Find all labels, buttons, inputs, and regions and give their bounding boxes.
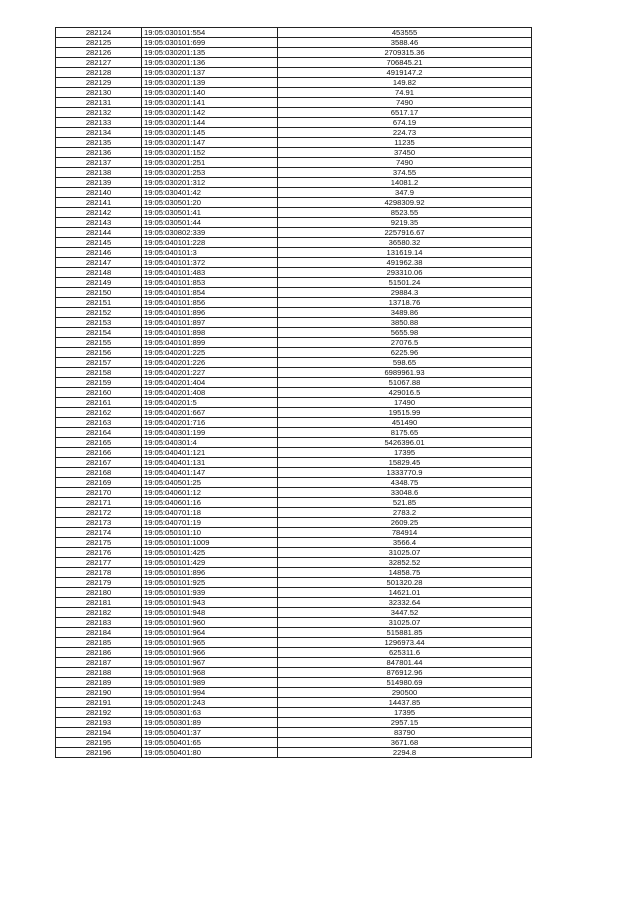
- row-number-cell: 282128: [56, 68, 142, 78]
- table-row: [56, 148, 532, 158]
- row-number-cell: 282129: [56, 78, 142, 88]
- table-row: [56, 198, 532, 208]
- table-row: [56, 128, 532, 138]
- cadastral-number-cell: 19:05:040201:226: [142, 358, 278, 368]
- row-number-cell: 282151: [56, 298, 142, 308]
- row-number-cell: 282178: [56, 568, 142, 578]
- row-number-cell: 282161: [56, 398, 142, 408]
- cadastral-number-cell: 19:05:030201:144: [142, 118, 278, 128]
- cadastral-number-cell: 19:05:040101:896: [142, 308, 278, 318]
- row-number-cell: 282149: [56, 278, 142, 288]
- value-cell: 598.65: [278, 358, 532, 368]
- cadastral-number-cell: 19:05:040701:19: [142, 518, 278, 528]
- table-row: [56, 68, 532, 78]
- value-cell: 31025.07: [278, 548, 532, 558]
- value-cell: 33048.6: [278, 488, 532, 498]
- value-cell: 2257916.67: [278, 228, 532, 238]
- row-number-cell: 282155: [56, 338, 142, 348]
- cadastral-number-cell: 19:05:040401:121: [142, 448, 278, 458]
- table-row: [56, 398, 532, 408]
- row-number-cell: 282173: [56, 518, 142, 528]
- row-number-cell: 282162: [56, 408, 142, 418]
- value-cell: 876912.96: [278, 668, 532, 678]
- row-number-cell: 282132: [56, 108, 142, 118]
- row-number-cell: 282169: [56, 478, 142, 488]
- row-number-cell: 282125: [56, 38, 142, 48]
- table-row: [56, 88, 532, 98]
- cadastral-number-cell: 19:05:030201:140: [142, 88, 278, 98]
- value-cell: 453555: [278, 28, 532, 38]
- table-row: [56, 208, 532, 218]
- cadastral-number-cell: 19:05:030401:42: [142, 188, 278, 198]
- row-number-cell: 282175: [56, 538, 142, 548]
- row-number-cell: 282163: [56, 418, 142, 428]
- row-number-cell: 282134: [56, 128, 142, 138]
- row-number-cell: 282180: [56, 588, 142, 598]
- value-cell: 37450: [278, 148, 532, 158]
- value-cell: 1296973.44: [278, 638, 532, 648]
- table-row: [56, 628, 532, 638]
- row-number-cell: 282194: [56, 728, 142, 738]
- table-row: [56, 658, 532, 668]
- row-number-cell: 282130: [56, 88, 142, 98]
- value-cell: 347.9: [278, 188, 532, 198]
- row-number-cell: 282124: [56, 28, 142, 38]
- table-row: [56, 188, 532, 198]
- cadastral-number-cell: 19:05:040201:404: [142, 378, 278, 388]
- value-cell: 17395: [278, 708, 532, 718]
- row-number-cell: 282171: [56, 498, 142, 508]
- value-cell: 293310.06: [278, 268, 532, 278]
- value-cell: 14081.2: [278, 178, 532, 188]
- cadastral-number-cell: 19:05:040201:5: [142, 398, 278, 408]
- table-row: [56, 618, 532, 628]
- table-row: [56, 238, 532, 248]
- data-table: [55, 27, 532, 758]
- cadastral-number-cell: 19:05:050101:989: [142, 678, 278, 688]
- cadastral-number-cell: 19:05:050101:966: [142, 648, 278, 658]
- row-number-cell: 282168: [56, 468, 142, 478]
- row-number-cell: 282190: [56, 688, 142, 698]
- value-cell: 1333770.9: [278, 468, 532, 478]
- table-row: [56, 358, 532, 368]
- cadastral-number-cell: 19:05:050201:243: [142, 698, 278, 708]
- table-row: [56, 488, 532, 498]
- table-row: [56, 588, 532, 598]
- cadastral-number-cell: 19:05:030101:699: [142, 38, 278, 48]
- table-row: [56, 378, 532, 388]
- value-cell: 3588.46: [278, 38, 532, 48]
- value-cell: 4298309.92: [278, 198, 532, 208]
- cadastral-number-cell: 19:05:050101:896: [142, 568, 278, 578]
- table-row: [56, 638, 532, 648]
- table-row: [56, 338, 532, 348]
- cadastral-number-cell: 19:05:040201:227: [142, 368, 278, 378]
- value-cell: 9219.35: [278, 218, 532, 228]
- table-row: [56, 168, 532, 178]
- table-row: [56, 698, 532, 708]
- value-cell: 4348.75: [278, 478, 532, 488]
- table-row: [56, 428, 532, 438]
- cadastral-number-cell: 19:05:040501:25: [142, 478, 278, 488]
- cadastral-number-cell: 19:05:030201:136: [142, 58, 278, 68]
- value-cell: 706845.21: [278, 58, 532, 68]
- table-row: [56, 678, 532, 688]
- row-number-cell: 282141: [56, 198, 142, 208]
- table-row: [56, 368, 532, 378]
- cadastral-number-cell: 19:05:050101:964: [142, 628, 278, 638]
- value-cell: 2957.15: [278, 718, 532, 728]
- value-cell: 27076.5: [278, 338, 532, 348]
- value-cell: 74.91: [278, 88, 532, 98]
- table-row: [56, 498, 532, 508]
- row-number-cell: 282158: [56, 368, 142, 378]
- cadastral-number-cell: 19:05:050101:429: [142, 558, 278, 568]
- value-cell: 7490: [278, 158, 532, 168]
- table-body: [56, 28, 532, 758]
- table-row: [56, 318, 532, 328]
- row-number-cell: 282150: [56, 288, 142, 298]
- row-number-cell: 282170: [56, 488, 142, 498]
- value-cell: 8523.55: [278, 208, 532, 218]
- table-row: [56, 508, 532, 518]
- row-number-cell: 282185: [56, 638, 142, 648]
- cadastral-number-cell: 19:05:030201:152: [142, 148, 278, 158]
- value-cell: 674.19: [278, 118, 532, 128]
- row-number-cell: 282183: [56, 618, 142, 628]
- row-number-cell: 282145: [56, 238, 142, 248]
- table-row: [56, 308, 532, 318]
- cadastral-number-cell: 19:05:040101:372: [142, 258, 278, 268]
- row-number-cell: 282189: [56, 678, 142, 688]
- cadastral-number-cell: 19:05:030501:20: [142, 198, 278, 208]
- value-cell: 521.85: [278, 498, 532, 508]
- table-row: [56, 548, 532, 558]
- table-row: [56, 728, 532, 738]
- row-number-cell: 282187: [56, 658, 142, 668]
- cadastral-number-cell: 19:05:050101:968: [142, 668, 278, 678]
- table-row: [56, 138, 532, 148]
- row-number-cell: 282186: [56, 648, 142, 658]
- cadastral-number-cell: 19:05:040301:4: [142, 438, 278, 448]
- value-cell: 2709315.36: [278, 48, 532, 58]
- value-cell: 36580.32: [278, 238, 532, 248]
- cadastral-number-cell: 19:05:050401:37: [142, 728, 278, 738]
- row-number-cell: 282126: [56, 48, 142, 58]
- row-number-cell: 282176: [56, 548, 142, 558]
- cadastral-number-cell: 19:05:040601:12: [142, 488, 278, 498]
- value-cell: 14858.75: [278, 568, 532, 578]
- value-cell: 13718.76: [278, 298, 532, 308]
- value-cell: 3489.86: [278, 308, 532, 318]
- value-cell: 2294.8: [278, 748, 532, 758]
- cadastral-number-cell: 19:05:050301:89: [142, 718, 278, 728]
- cadastral-number-cell: 19:05:050401:65: [142, 738, 278, 748]
- value-cell: 32332.64: [278, 598, 532, 608]
- value-cell: 224.73: [278, 128, 532, 138]
- row-number-cell: 282143: [56, 218, 142, 228]
- value-cell: 32852.52: [278, 558, 532, 568]
- cadastral-number-cell: 19:05:040401:131: [142, 458, 278, 468]
- cadastral-number-cell: 19:05:050101:960: [142, 618, 278, 628]
- table-row: [56, 268, 532, 278]
- cadastral-number-cell: 19:05:040301:199: [142, 428, 278, 438]
- cadastral-number-cell: 19:05:040401:147: [142, 468, 278, 478]
- cadastral-number-cell: 19:05:050101:1009: [142, 538, 278, 548]
- table-row: [56, 538, 532, 548]
- table-row: [56, 118, 532, 128]
- row-number-cell: 282193: [56, 718, 142, 728]
- row-number-cell: 282179: [56, 578, 142, 588]
- value-cell: 7490: [278, 98, 532, 108]
- row-number-cell: 282166: [56, 448, 142, 458]
- cadastral-number-cell: 19:05:030501:44: [142, 218, 278, 228]
- value-cell: 429016.5: [278, 388, 532, 398]
- table-row: [56, 598, 532, 608]
- row-number-cell: 282165: [56, 438, 142, 448]
- row-number-cell: 282139: [56, 178, 142, 188]
- value-cell: 29884.3: [278, 288, 532, 298]
- value-cell: 3671.68: [278, 738, 532, 748]
- value-cell: 17395: [278, 448, 532, 458]
- cadastral-number-cell: 19:05:050101:943: [142, 598, 278, 608]
- row-number-cell: 282159: [56, 378, 142, 388]
- table-row: [56, 408, 532, 418]
- table-row: [56, 178, 532, 188]
- value-cell: 51501.24: [278, 278, 532, 288]
- table-row: [56, 328, 532, 338]
- cadastral-number-cell: 19:05:030501:41: [142, 208, 278, 218]
- cadastral-number-cell: 19:05:030201:145: [142, 128, 278, 138]
- row-number-cell: 282182: [56, 608, 142, 618]
- cadastral-number-cell: 19:05:040201:716: [142, 418, 278, 428]
- row-number-cell: 282137: [56, 158, 142, 168]
- value-cell: 491962.38: [278, 258, 532, 268]
- value-cell: 131619.14: [278, 248, 532, 258]
- table-row: [56, 78, 532, 88]
- table-row: [56, 738, 532, 748]
- table-row: [56, 608, 532, 618]
- table-row: [56, 58, 532, 68]
- cadastral-number-cell: 19:05:040101:899: [142, 338, 278, 348]
- cadastral-number-cell: 19:05:030802:339: [142, 228, 278, 238]
- row-number-cell: 282144: [56, 228, 142, 238]
- table-row: [56, 688, 532, 698]
- cadastral-number-cell: 19:05:050301:63: [142, 708, 278, 718]
- value-cell: 6989961.93: [278, 368, 532, 378]
- cadastral-number-cell: 19:05:050101:10: [142, 528, 278, 538]
- value-cell: 14437.85: [278, 698, 532, 708]
- value-cell: 17490: [278, 398, 532, 408]
- cadastral-number-cell: 19:05:050101:939: [142, 588, 278, 598]
- value-cell: 514980.69: [278, 678, 532, 688]
- cadastral-number-cell: 19:05:040101:3: [142, 248, 278, 258]
- row-number-cell: 282136: [56, 148, 142, 158]
- table-row: [56, 438, 532, 448]
- row-number-cell: 282147: [56, 258, 142, 268]
- cadastral-number-cell: 19:05:030201:139: [142, 78, 278, 88]
- value-cell: 149.82: [278, 78, 532, 88]
- table-row: [56, 48, 532, 58]
- row-number-cell: 282195: [56, 738, 142, 748]
- row-number-cell: 282192: [56, 708, 142, 718]
- value-cell: 451490: [278, 418, 532, 428]
- row-number-cell: 282164: [56, 428, 142, 438]
- row-number-cell: 282135: [56, 138, 142, 148]
- value-cell: 5655.98: [278, 328, 532, 338]
- cadastral-number-cell: 19:05:040201:225: [142, 348, 278, 358]
- cadastral-number-cell: 19:05:030201:142: [142, 108, 278, 118]
- table-row: [56, 578, 532, 588]
- row-number-cell: 282146: [56, 248, 142, 258]
- row-number-cell: 282127: [56, 58, 142, 68]
- value-cell: 847801.44: [278, 658, 532, 668]
- cadastral-number-cell: 19:05:030101:554: [142, 28, 278, 38]
- table-row: [56, 258, 532, 268]
- cadastral-number-cell: 19:05:050101:948: [142, 608, 278, 618]
- table-row: [56, 388, 532, 398]
- row-number-cell: 282196: [56, 748, 142, 758]
- value-cell: 4919147.2: [278, 68, 532, 78]
- cadastral-number-cell: 19:05:040101:854: [142, 288, 278, 298]
- value-cell: 19515.99: [278, 408, 532, 418]
- row-number-cell: 282140: [56, 188, 142, 198]
- cadastral-number-cell: 19:05:030201:137: [142, 68, 278, 78]
- cadastral-number-cell: 19:05:050401:80: [142, 748, 278, 758]
- value-cell: 14621.01: [278, 588, 532, 598]
- row-number-cell: 282142: [56, 208, 142, 218]
- row-number-cell: 282133: [56, 118, 142, 128]
- value-cell: 51067.88: [278, 378, 532, 388]
- table-row: [56, 528, 532, 538]
- table-row: [56, 568, 532, 578]
- value-cell: 5426396.01: [278, 438, 532, 448]
- table-row: [56, 38, 532, 48]
- cadastral-number-cell: 19:05:040101:853: [142, 278, 278, 288]
- value-cell: 3566.4: [278, 538, 532, 548]
- row-number-cell: 282172: [56, 508, 142, 518]
- value-cell: 8175.65: [278, 428, 532, 438]
- table-row: [56, 648, 532, 658]
- row-number-cell: 282157: [56, 358, 142, 368]
- cadastral-number-cell: 19:05:040101:898: [142, 328, 278, 338]
- cadastral-number-cell: 19:05:040101:897: [142, 318, 278, 328]
- table-row: [56, 708, 532, 718]
- table-row: [56, 348, 532, 358]
- row-number-cell: 282138: [56, 168, 142, 178]
- data-sheet: [55, 27, 532, 758]
- value-cell: 515881.85: [278, 628, 532, 638]
- value-cell: 374.55: [278, 168, 532, 178]
- value-cell: 3447.52: [278, 608, 532, 618]
- cadastral-number-cell: 19:05:040701:18: [142, 508, 278, 518]
- table-row: [56, 108, 532, 118]
- row-number-cell: 282174: [56, 528, 142, 538]
- table-row: [56, 298, 532, 308]
- table-row: [56, 418, 532, 428]
- table-row: [56, 228, 532, 238]
- value-cell: 83790: [278, 728, 532, 738]
- cadastral-number-cell: 19:05:050101:425: [142, 548, 278, 558]
- value-cell: 290500: [278, 688, 532, 698]
- table-row: [56, 98, 532, 108]
- value-cell: 6225.96: [278, 348, 532, 358]
- table-row: [56, 218, 532, 228]
- row-number-cell: 282154: [56, 328, 142, 338]
- cadastral-number-cell: 19:05:050101:965: [142, 638, 278, 648]
- cadastral-number-cell: 19:05:030201:312: [142, 178, 278, 188]
- value-cell: 15829.45: [278, 458, 532, 468]
- cadastral-number-cell: 19:05:040201:408: [142, 388, 278, 398]
- table-row: [56, 468, 532, 478]
- value-cell: 625311.6: [278, 648, 532, 658]
- cadastral-number-cell: 19:05:050101:994: [142, 688, 278, 698]
- row-number-cell: 282188: [56, 668, 142, 678]
- table-row: [56, 518, 532, 528]
- table-row: [56, 28, 532, 38]
- value-cell: 31025.07: [278, 618, 532, 628]
- cadastral-number-cell: 19:05:030201:141: [142, 98, 278, 108]
- cadastral-number-cell: 19:05:030201:251: [142, 158, 278, 168]
- value-cell: 2783.2: [278, 508, 532, 518]
- row-number-cell: 282156: [56, 348, 142, 358]
- row-number-cell: 282181: [56, 598, 142, 608]
- cadastral-number-cell: 19:05:050101:967: [142, 658, 278, 668]
- table-row: [56, 668, 532, 678]
- row-number-cell: 282131: [56, 98, 142, 108]
- table-row: [56, 278, 532, 288]
- table-row: [56, 158, 532, 168]
- row-number-cell: 282153: [56, 318, 142, 328]
- table-row: [56, 288, 532, 298]
- value-cell: 3850.88: [278, 318, 532, 328]
- cadastral-number-cell: 19:05:030201:147: [142, 138, 278, 148]
- row-number-cell: 282177: [56, 558, 142, 568]
- row-number-cell: 282160: [56, 388, 142, 398]
- value-cell: 2609.25: [278, 518, 532, 528]
- row-number-cell: 282184: [56, 628, 142, 638]
- row-number-cell: 282167: [56, 458, 142, 468]
- row-number-cell: 282148: [56, 268, 142, 278]
- cadastral-number-cell: 19:05:030201:253: [142, 168, 278, 178]
- table-row: [56, 458, 532, 468]
- table-row: [56, 718, 532, 728]
- row-number-cell: 282152: [56, 308, 142, 318]
- table-row: [56, 478, 532, 488]
- value-cell: 11235: [278, 138, 532, 148]
- table-row: [56, 558, 532, 568]
- table-row: [56, 448, 532, 458]
- cadastral-number-cell: 19:05:040101:483: [142, 268, 278, 278]
- cadastral-number-cell: 19:05:040101:228: [142, 238, 278, 248]
- value-cell: 501320.28: [278, 578, 532, 588]
- cadastral-number-cell: 19:05:040601:16: [142, 498, 278, 508]
- row-number-cell: 282191: [56, 698, 142, 708]
- value-cell: 784914: [278, 528, 532, 538]
- cadastral-number-cell: 19:05:040201:667: [142, 408, 278, 418]
- table-row: [56, 748, 532, 758]
- cadastral-number-cell: 19:05:050101:925: [142, 578, 278, 588]
- table-row: [56, 248, 532, 258]
- cadastral-number-cell: 19:05:030201:135: [142, 48, 278, 58]
- value-cell: 6517.17: [278, 108, 532, 118]
- cadastral-number-cell: 19:05:040101:856: [142, 298, 278, 308]
